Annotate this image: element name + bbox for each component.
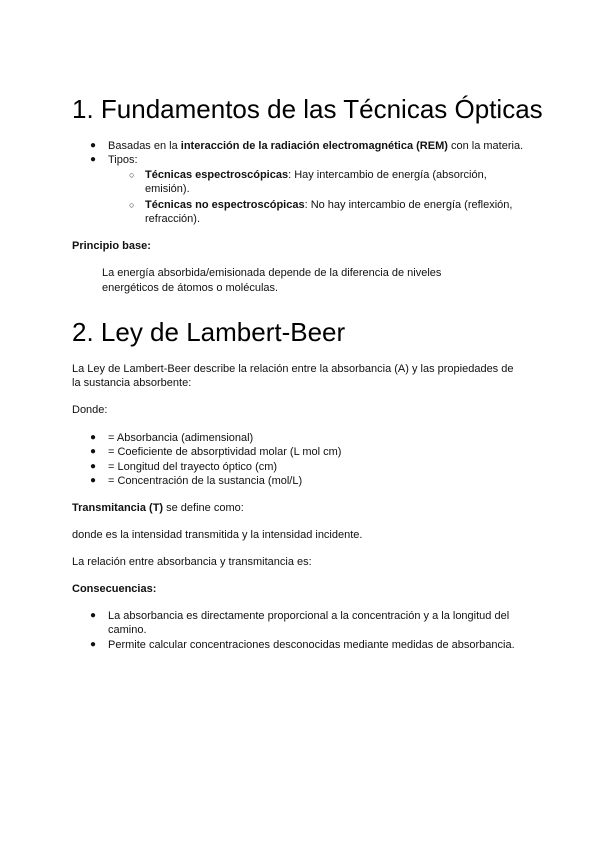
- bullet-icon: ●: [90, 639, 97, 650]
- def-absorbancia: = Absorbancia (adimensional): [108, 432, 254, 444]
- sub-espectroscopicas-line2: emisión).: [145, 183, 190, 195]
- bullet-icon: ●: [90, 154, 97, 165]
- bullet-rem-bold: interacción de la radiación electromagnética (REM): [180, 140, 448, 152]
- def-coeficiente: = Coeficiente de absorptividad molar (L mol cm): [108, 446, 342, 458]
- consecuencia-1-line-1: La absorbancia es directamente proporcional a la concentración y a la longitud del: [108, 610, 510, 622]
- bullet-icon: ●: [90, 475, 97, 486]
- def-concentracion: = Concentración de la sustancia (mol/L): [108, 475, 303, 487]
- bullet-icon: ●: [90, 461, 97, 472]
- bullet-icon: ●: [90, 610, 97, 621]
- bullet-rem: [108, 139, 523, 153]
- principle-line-2: energéticos de átomos o moléculas.: [102, 282, 279, 294]
- section-1-title: 1. Fundamentos de las Técnicas Ópticas: [72, 94, 543, 124]
- bullet-rem-suffix: con la materia.: [447, 140, 524, 152]
- donde-label: Donde:: [72, 404, 108, 416]
- consecuencias-label: Consecuencias:: [72, 583, 157, 595]
- sub-no-espectroscopicas: [145, 198, 512, 212]
- intro-line-1: La Ley de Lambert-Beer describe la relación entre la absorbancia (A) y las propiedades de: [72, 363, 514, 375]
- sub-no-espectroscopicas-line2: refracción).: [145, 213, 201, 225]
- transmitancia-bold: Transmitancia (T): [72, 502, 164, 514]
- circle-bullet-icon: ○: [129, 170, 135, 180]
- sub-espectroscopicas-bold: Técnicas espectroscópicas: [145, 169, 289, 181]
- sub-espectroscopicas-text: : Hay intercambio de energía (absorción,: [288, 169, 487, 181]
- transmitancia-line: [72, 501, 244, 515]
- bullet-rem-prefix: Basadas en la: [108, 140, 181, 152]
- donde-es-line: donde es la intensidad transmitida y la intensidad incidente.: [72, 529, 363, 541]
- principle-label: Principio base:: [72, 240, 151, 252]
- def-longitud: = Longitud del trayecto óptico (cm): [108, 461, 278, 473]
- bullet-icon: ●: [90, 432, 97, 443]
- bullet-icon: ●: [90, 140, 97, 151]
- relacion-line: La relación entre absorbancia y transmitancia es:: [72, 556, 312, 568]
- sub-no-espectroscopicas-text: : No hay intercambio de energía (reflexión,: [304, 199, 513, 211]
- intro-line-2: la sustancia absorbente:: [72, 377, 192, 389]
- sub-espectroscopicas: [145, 168, 487, 182]
- bullet-icon: ●: [90, 446, 97, 457]
- section-2-title: 2. Ley de Lambert-Beer: [72, 317, 346, 347]
- circle-bullet-icon: ○: [129, 200, 135, 210]
- consecuencia-1-line-2: camino.: [108, 624, 147, 636]
- transmitancia-text: se define como:: [163, 502, 244, 514]
- consecuencia-2: Permite calcular concentraciones desconocidas mediante medidas de absorbancia.: [108, 639, 515, 651]
- principle-line-1: La energía absorbida/emisionada depende de la diferencia de niveles: [102, 267, 442, 279]
- bullet-tipos: Tipos:: [108, 154, 138, 166]
- sub-no-espectroscopicas-bold: Técnicas no espectroscópicas: [145, 199, 305, 211]
